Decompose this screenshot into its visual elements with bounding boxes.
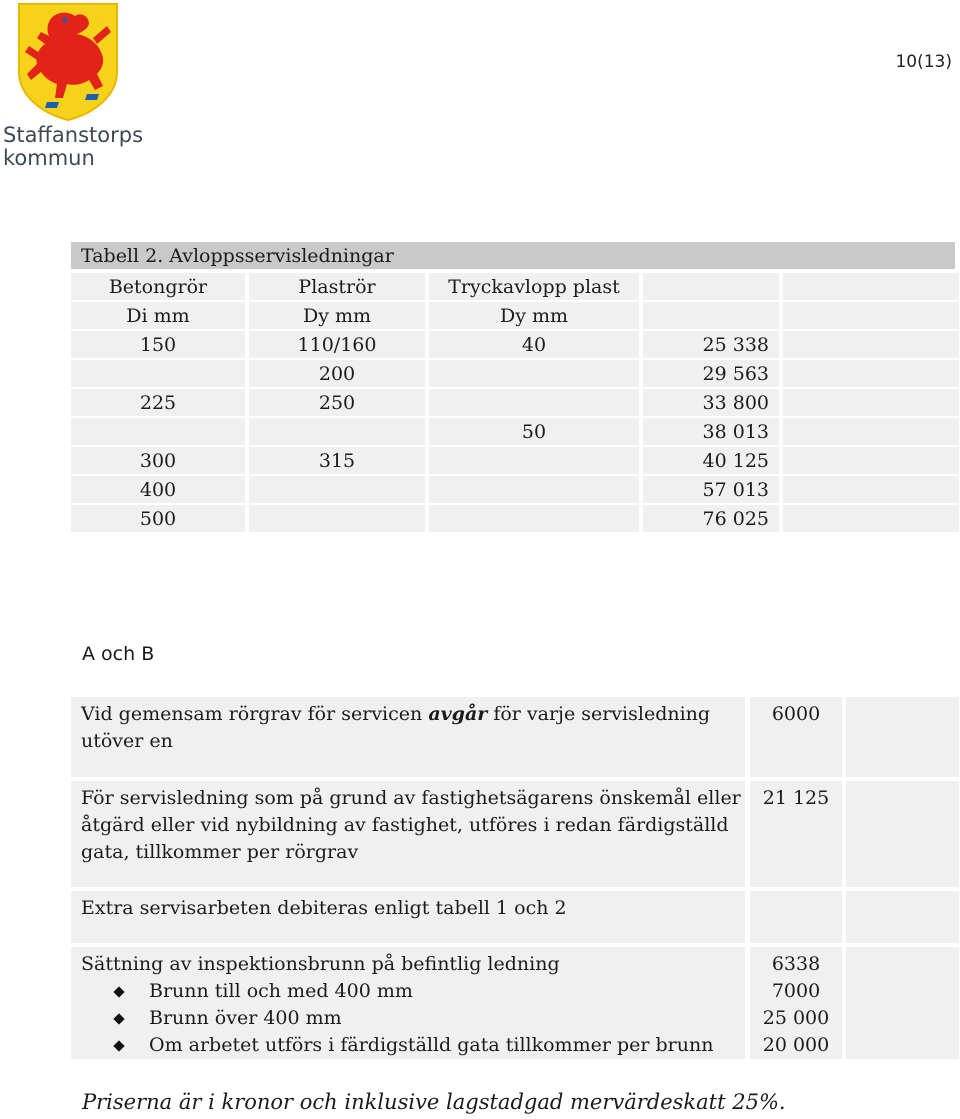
bullet-icon [113,1013,124,1024]
municipality-name-line2: kommun [3,146,95,170]
table-cell [783,331,959,358]
table-row [71,389,959,416]
list-item-label: Brunn till och med 400 mm [149,980,413,1002]
fee-text: Sättning av inspektionsbrunn på befintlig ledning [81,953,560,975]
fee-value: 21 125 [750,781,842,887]
table-cell [783,389,959,416]
table-cell [249,505,425,532]
price-footnote: Priserna är i kronor och inklusive lagstadgad mervärdeskatt 25%. [82,1090,786,1114]
table-cell: 250 [249,389,425,416]
table-cell [429,447,639,474]
section-heading: A och B [82,643,155,665]
fee-value: 20 000 [762,1034,830,1056]
list-item [81,978,745,1005]
list-item [81,1032,745,1059]
fee-emphasis: avgår [428,703,488,725]
table-cell [783,476,959,503]
coat-of-arms-icon [17,2,137,122]
table-cell: 50 [429,418,639,445]
fee-description: För servisledning som på grund av fastighetsägarens önskemål eller åtgärd eller vid nybildning av fastighet, utföres i redan färdigställd gata, tillkommer per rörgrav [71,781,745,887]
list-item [81,1005,745,1032]
table-row [71,360,959,387]
table-cell [249,418,425,445]
fee-value-stack [750,947,842,1059]
unit-cell [783,302,959,329]
municipality-logo [0,0,144,175]
table-cell: 200 [249,360,425,387]
page-number: 10(13) [895,52,952,72]
header-cell: Tryckavlopp plast [429,273,639,300]
table-cell: 500 [71,505,245,532]
header-cell [783,273,959,300]
table-cell [71,418,245,445]
table-cell [783,505,959,532]
table-row [71,331,959,358]
fee-text: för varje servisledning utöver en [81,703,711,752]
fee-description [71,947,745,1059]
table-row [71,505,959,532]
table-cell [783,447,959,474]
table-cell [429,360,639,387]
table-cell: 400 [71,476,245,503]
bullet-icon [113,1040,124,1051]
header-cell [643,273,779,300]
table-cell [71,360,245,387]
table-cell: 40 [429,331,639,358]
header-cell: Betongrör [71,273,245,300]
table-cell [783,360,959,387]
municipality-name-line1: Staffanstorps [3,123,144,147]
unit-cell [643,302,779,329]
table-cell [429,476,639,503]
header-cell: Plaströr [249,273,425,300]
fee-empty-cell [846,891,959,943]
table-cell [429,389,639,416]
table-cell: 315 [249,447,425,474]
list-item-label: Brunn över 400 mm [149,1007,342,1029]
table-units-row [71,302,959,329]
fee-value: 6338 [771,953,821,975]
table-cell [783,418,959,445]
unit-cell: Dy mm [429,302,639,329]
table-cell: 76 025 [643,505,779,532]
unit-cell: Di mm [71,302,245,329]
table-row [71,476,959,503]
table-caption: Tabell 2. Avloppsservisledningar [71,242,955,269]
table-cell [249,476,425,503]
table-cell: 110/160 [249,331,425,358]
unit-cell: Dy mm [249,302,425,329]
table-cell: 29 563 [643,360,779,387]
fee-value: 6000 [750,697,842,777]
table-cell: 300 [71,447,245,474]
table-cell: 225 [71,389,245,416]
table-cell: 40 125 [643,447,779,474]
table-row [71,418,959,445]
bullet-list [81,978,745,1059]
table-row [71,447,959,474]
table-cell: 57 013 [643,476,779,503]
fee-empty-cell [846,781,959,887]
fee-empty-cell [846,697,959,777]
fee-value: 7000 [771,980,821,1002]
table-cell: 150 [71,331,245,358]
fee-value: 25 000 [762,1007,830,1029]
fee-text: Vid gemensam rörgrav för servicen [81,703,429,725]
table-cell: 33 800 [643,389,779,416]
list-item-label: Om arbetet utförs i färdigställd gata tillkommer per brunn [149,1034,714,1056]
fee-empty-cell [846,947,959,1059]
fee-value [750,891,842,943]
table-cell: 38 013 [643,418,779,445]
table-cell [429,505,639,532]
fee-description [71,697,745,777]
bullet-icon [113,986,124,997]
table-header-row [71,273,959,300]
fee-description: Extra servisarbeten debiteras enligt tabell 1 och 2 [71,891,745,943]
table-cell: 25 338 [643,331,779,358]
